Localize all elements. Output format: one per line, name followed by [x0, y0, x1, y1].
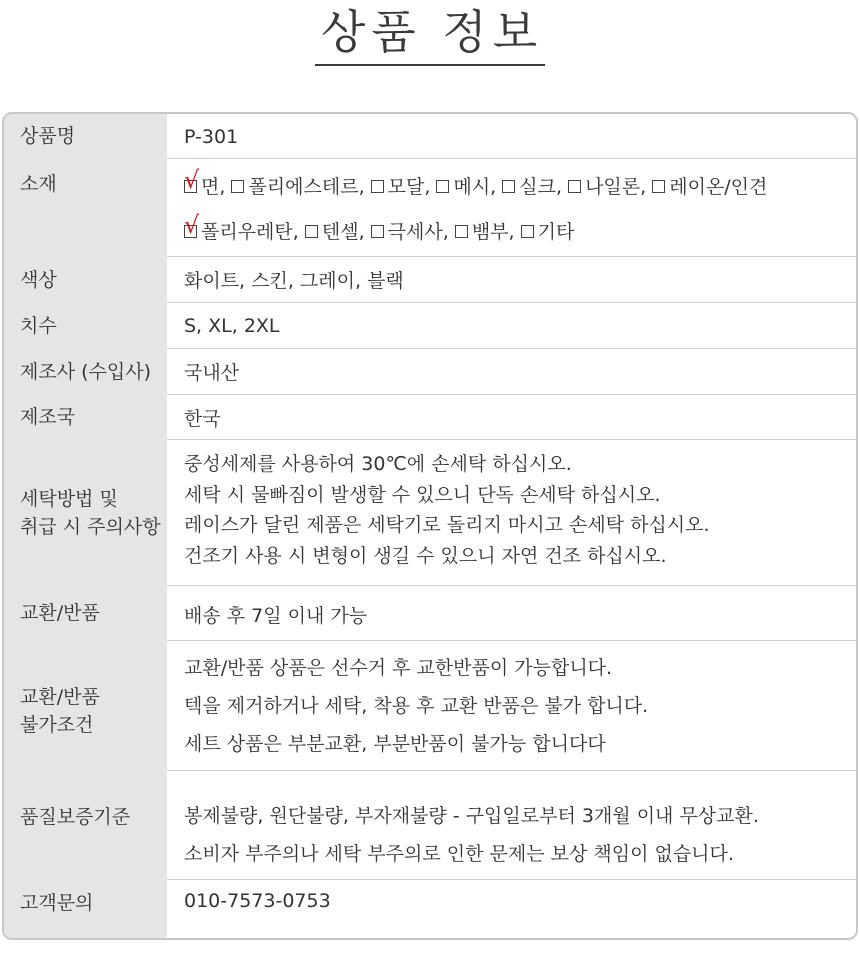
material-option: 실크,: [519, 176, 563, 198]
row-product-name: [4, 114, 856, 158]
checkbox: [652, 176, 669, 198]
row-label: 고객문의: [20, 892, 94, 914]
washing-line: 레이스가 달린 제품은 세탁기로 돌리지 마시고 손세탁 하십시오.: [184, 514, 710, 536]
material-option: 극세사,: [387, 221, 449, 243]
row-label: [20, 641, 165, 780]
checkbox: [231, 176, 248, 198]
checkbox: [502, 176, 519, 198]
row-contact: [4, 880, 856, 936]
washing-line: 세탁 시 물빠짐이 발생할 수 있으니 단독 손세탁 하십시오.: [184, 483, 661, 506]
row-label-line: 취급 시 주의사항: [20, 515, 161, 538]
material-option: 폴리에스테르,: [248, 176, 365, 198]
row-value: 국내산: [184, 362, 240, 384]
checkbox: [371, 176, 388, 198]
row-label-line: 교환/반품: [20, 685, 100, 708]
row-maker: [4, 349, 856, 394]
row-value: 한국: [184, 408, 221, 430]
checkbox: [521, 221, 538, 243]
row-value: S, XL, 2XL: [184, 315, 280, 337]
material-option: 기타: [537, 221, 575, 243]
row-label-line: 세탁방법 및: [20, 487, 118, 510]
row-label: 품질보증기준: [20, 806, 131, 828]
quality-line: 봉제불량, 원단불량, 부자재불량 - 구입일로부터 3개월 이내 무상교환.: [184, 805, 759, 827]
material-option: 텐셀,: [321, 221, 365, 243]
material-option: 레이온/인견: [669, 176, 768, 198]
material-line-1: [184, 166, 846, 199]
checkbox: [305, 221, 322, 243]
condition-line: 교환/반품 상품은 선수거 후 교한반품이 가능합니다.: [184, 657, 613, 679]
washing-line: 건조기 사용 시 변형이 생길 수 있으니 자연 건조 하십시오.: [184, 544, 667, 567]
material-option: 메시,: [453, 176, 497, 198]
row-label: [20, 440, 165, 585]
checkbox: [436, 176, 453, 198]
exchange-conditions-text: [184, 649, 846, 763]
material-line-2: [184, 211, 846, 244]
row-label: 소재: [20, 173, 57, 195]
checkbox-checked: √: [184, 166, 200, 194]
row-country: [4, 395, 856, 439]
quality-line: 소비자 부주의나 세탁 부주의로 인한 문제는 보상 책임이 없습니다.: [184, 843, 734, 865]
contact-phone: 010-7573-0753: [184, 890, 331, 912]
row-exchange: [4, 586, 856, 640]
checkbox-checked: √: [184, 211, 200, 239]
material-option: 뱀부,: [471, 221, 515, 243]
washing-line: 중성세제를 사용하여 30℃에 손세탁 하십시오.: [184, 453, 572, 475]
row-label: 색상: [20, 268, 57, 291]
row-material: [4, 159, 856, 256]
row-quality: [4, 771, 856, 879]
checkbox: [568, 176, 585, 198]
row-label: 교환/반품: [20, 602, 100, 624]
washing-text: [184, 449, 846, 571]
quality-text: [184, 797, 846, 873]
row-exchange-conditions: [4, 641, 856, 770]
row-color: [4, 257, 856, 302]
material-option: 면,: [201, 176, 226, 198]
row-value: 화이트, 스킨, 그레이, 블랙: [184, 270, 404, 292]
checkbox: [371, 221, 388, 243]
row-label: 치수: [20, 314, 57, 337]
material-option: 폴리우레탄,: [201, 221, 299, 243]
page-title-wrap: [0, 4, 860, 66]
page-title: 상품 정보: [315, 4, 545, 66]
material-option: 모달,: [387, 176, 431, 198]
condition-line: 세트 상품은 부분교환, 부분반품이 불가능 합니다다: [184, 733, 606, 755]
material-option: 나일론,: [585, 176, 647, 198]
row-size: [4, 303, 856, 348]
row-label: 제조국: [20, 406, 76, 428]
product-info-table: [2, 112, 858, 940]
row-washing: [4, 440, 856, 585]
row-value: P-301: [184, 126, 239, 148]
row-value: 배송 후 7일 이내 가능: [184, 605, 368, 627]
row-label: 제조사 (수입사): [20, 360, 151, 383]
row-label: 상품명: [20, 125, 76, 147]
row-label-line: 불가조건: [20, 713, 94, 736]
condition-line: 텍을 제거하거나 세탁, 착용 후 교환 반품은 불가 합니다.: [184, 695, 649, 717]
checkbox: [455, 221, 472, 243]
